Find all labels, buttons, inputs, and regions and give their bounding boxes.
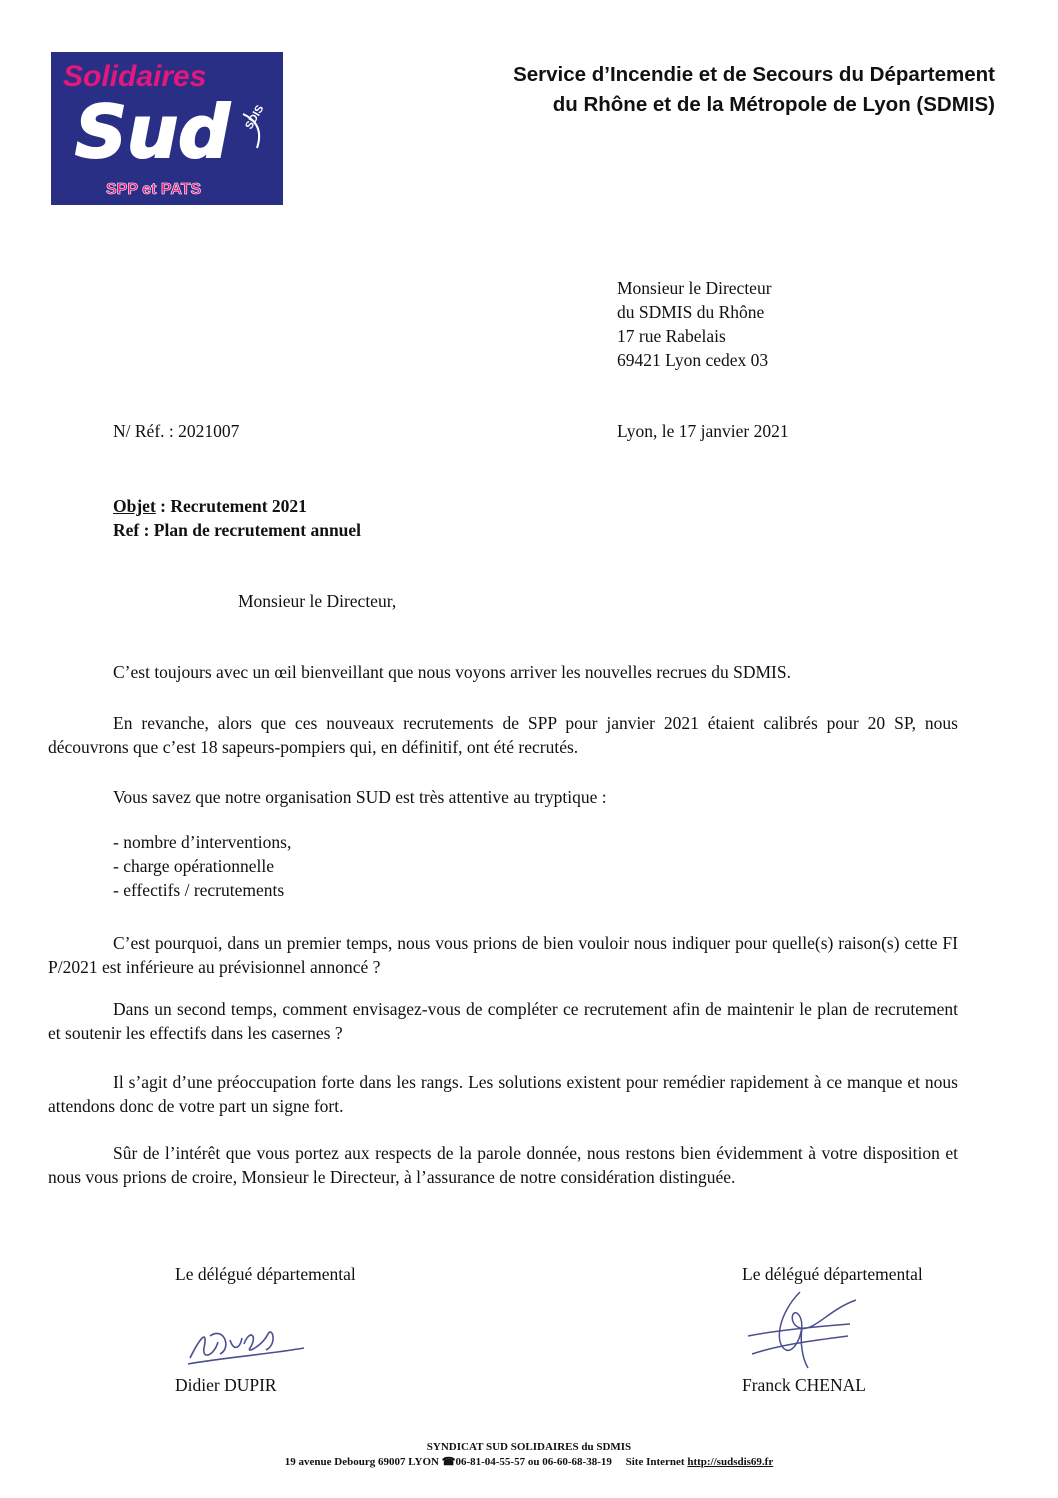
recipient-line2: du SDMIS du Rhône bbox=[617, 302, 765, 322]
list-item: - nombre d’interventions, bbox=[113, 832, 292, 852]
subject-ref-line: Ref : Plan de recrutement annuel bbox=[113, 520, 362, 540]
salutation: Monsieur le Directeur, bbox=[238, 591, 397, 611]
phone-icon: ☎ bbox=[441, 1456, 456, 1468]
subject-line bbox=[113, 494, 361, 518]
organization-title-line1: Service d’Incendie et de Secours du Département bbox=[513, 63, 995, 86]
paragraph-6-text: Il s’agit d’une préoccupation forte dans les rangs. Les solutions existent pour remédier rapidement à ce manque et nous attendons donc de votre part un signe fort. bbox=[48, 1072, 958, 1116]
letter-date: Lyon, le 17 janvier 2021 bbox=[617, 421, 789, 441]
logo-sud-text: Sud bbox=[75, 90, 230, 174]
paragraph-6 bbox=[48, 1070, 958, 1118]
footer-contact-line bbox=[0, 1455, 1058, 1470]
reference-number: N/ Réf. : 2021007 bbox=[113, 421, 240, 441]
paragraph-4-text: C’est pourquoi, dans un premier temps, nous vous prions de bien vouloir nous indiquer pour quelle(s) raison(s) cette FI P/2021 est inférieure au prévisionnel annoncé ? bbox=[48, 933, 958, 977]
paragraph-1 bbox=[48, 660, 958, 684]
recipient-line3: 17 rue Rabelais bbox=[617, 326, 726, 346]
organization-title-line2: du Rhône et de la Métropole de Lyon (SDMIS) bbox=[552, 93, 995, 116]
subject-block bbox=[113, 494, 361, 542]
logo-solidaires-text: Solidaires bbox=[63, 60, 207, 93]
logo-sdis-text: SDIS bbox=[243, 103, 267, 132]
footer-organization: SYNDICAT SUD SOLIDAIRES du SDMIS bbox=[426, 1441, 632, 1453]
paragraph-3 bbox=[48, 785, 958, 809]
footer bbox=[0, 1440, 1058, 1470]
paragraph-5 bbox=[48, 997, 958, 1045]
subject-label: Objet bbox=[113, 496, 156, 516]
logo-spp-pats-text: SPP et PATS bbox=[106, 181, 202, 198]
sud-solidaires-logo bbox=[51, 52, 283, 205]
list-item: - effectifs / recrutements bbox=[113, 880, 285, 900]
recipient-address bbox=[617, 276, 772, 372]
signature-right-image bbox=[738, 1284, 868, 1374]
website-link[interactable]: http://sudsdis69.fr bbox=[687, 1456, 774, 1468]
paragraph-7-text: Sûr de l’intérêt que vous portez aux respects de la parole donnée, nous restons bien évidemment à votre disposition et nous vous prions de croire, Monsieur le Directeur, à l’assurance de notre considération distinguée. bbox=[48, 1143, 958, 1187]
footer-site-label: Site Internet bbox=[625, 1456, 688, 1468]
paragraph-4 bbox=[48, 931, 958, 979]
signatory-left-name: Didier DUPIR bbox=[175, 1375, 277, 1395]
signature-left-image bbox=[180, 1318, 310, 1373]
list-item: - charge opérationnelle bbox=[113, 856, 274, 876]
paragraph-2 bbox=[48, 711, 958, 759]
footer-address: 19 avenue Debourg 69007 LYON bbox=[284, 1456, 442, 1468]
paragraph-1-text: C’est toujours avec un œil bienveillant que nous voyons arriver les nouvelles recrues du SDMIS. bbox=[113, 662, 791, 682]
tryptique-list bbox=[113, 830, 291, 902]
recipient-line1: Monsieur le Directeur bbox=[617, 278, 772, 298]
recipient-line4: 69421 Lyon cedex 03 bbox=[617, 350, 769, 370]
paragraph-3-text: Vous savez que notre organisation SUD est très attentive au tryptique : bbox=[113, 787, 607, 807]
organization-title bbox=[380, 60, 995, 120]
paragraph-7 bbox=[48, 1141, 958, 1189]
signatory-left-role: Le délégué départemental bbox=[175, 1264, 356, 1284]
paragraph-5-text: Dans un second temps, comment envisagez-vous de compléter ce recrutement afin de maintenir le plan de recrutement et soutenir les effectifs dans les casernes ? bbox=[48, 999, 958, 1043]
subject-value: : Recrutement 2021 bbox=[155, 496, 307, 516]
signatory-right-role: Le délégué départemental bbox=[742, 1264, 923, 1284]
signatory-right-name: Franck CHENAL bbox=[742, 1375, 866, 1395]
paragraph-2-text: En revanche, alors que ces nouveaux recrutements de SPP pour janvier 2021 étaient calibrés pour 20 SP, nous découvrons que c’est 18 sapeurs-pompiers qui, en définitif, ont été recrutés. bbox=[48, 713, 958, 757]
footer-phones: 06-81-04-55-57 ou 06-60-68-38-19 bbox=[455, 1456, 612, 1468]
